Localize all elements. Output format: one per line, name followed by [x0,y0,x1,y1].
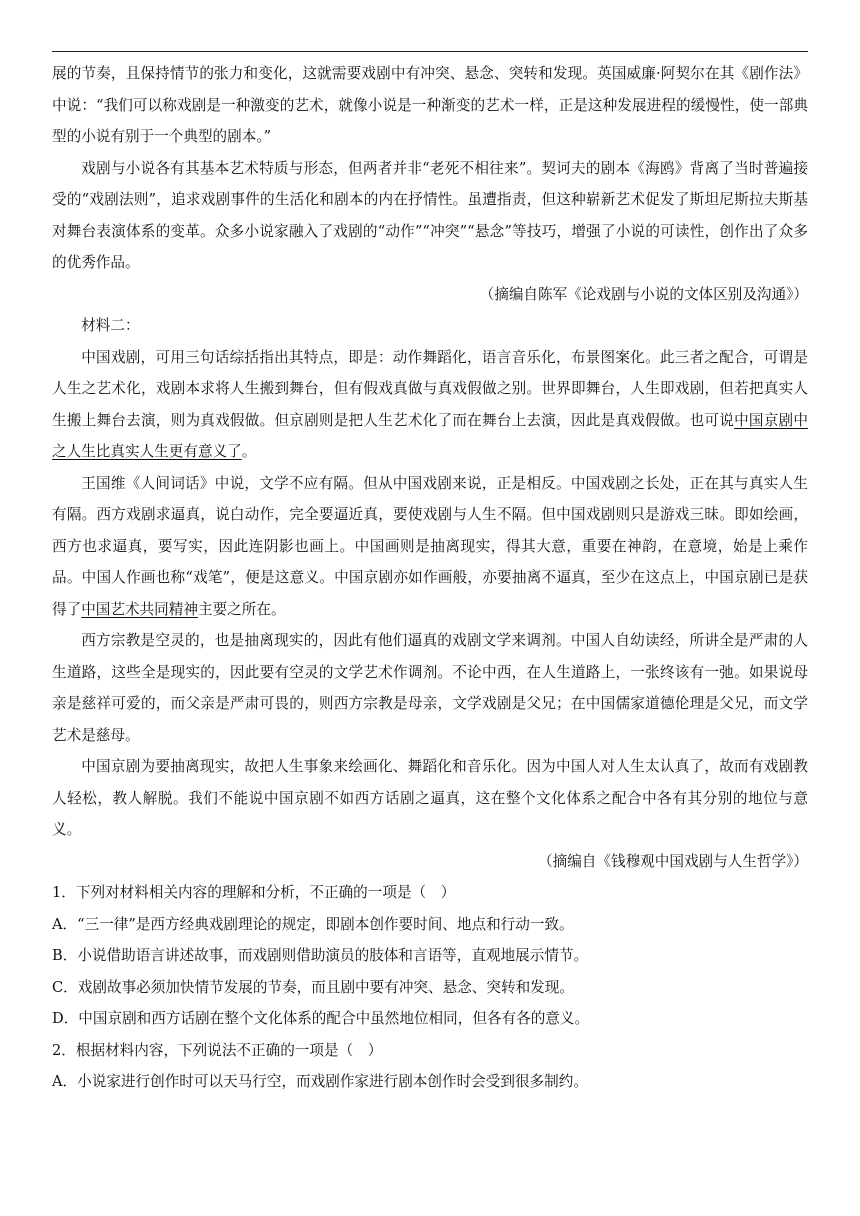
material2-paragraph-1 [52,342,808,468]
material2-paragraph-2 [52,468,808,626]
underlined-phrase-2: 中国艺术共同精神 [81,600,198,618]
material1-paragraph-2: 戏剧与小说各有其基本艺术特质与形态，但两者并非“老死不相往来”。契诃夫的剧本《海鸥》背离了当时普遍接受的“戏剧法则”，追求戏剧事件的生活化和剧本的内在抒情性。虽遭指责，但这种崭新艺术促发了斯坦尼斯拉夫斯基对舞台表演体系的变革。众多小说家融入了戏剧的“动作”“冲突”“悬念”等技巧，增强了小说的可读性，创作出了众多的优秀作品。 [52,159,808,271]
material2-heading: 材料二： [81,317,140,334]
material2-paragraph-4: 中国京剧为要抽离现实，故把人生事象来绘画化、舞蹈化和音乐化。因为中国人对人生太认真了，故而有戏剧教人轻松，教人解脱。我们不能说中国京剧不如西方话剧之逼真，这在整个文化体系之配合中各有其分别的地位与意义。 [52,758,808,838]
material2-paragraph-3: 西方宗教是空灵的，也是抽离现实的，因此有他们逼真的戏剧文学来调剂。中国人自幼读经，所讲全是严肃的人生道路，这些全是现实的，因此要有空灵的文学艺术作调剂。不论中西，在人生道路上，一张终该有一弛。如果说母亲是慈祥可爱的，而父亲是严肃可畏的，则西方宗教是母亲，文学戏剧是父兄；在中国儒家道德伦理是父兄，而文学艺术是慈母。 [52,632,808,744]
material2-p1-text: 中国戏剧，可用三句话综括指出其特点，即是：动作舞蹈化，语言音乐化，布景图案化。此三者之配合，可谓是人生之艺术化，戏剧本求将人生搬到舞台，但有假戏真做与真戏假做之别。世界即舞台，人生即戏剧，但若把真实人生搬上舞台去演，则为真戏假做。但京剧则是把人生艺术化了而在舞台上去演，因此是真戏假做。也可说 [52,348,808,429]
material2-p1-end: 。 [241,443,257,460]
material1-paragraph-continued: 展的节奏，且保持情节的张力和变化，这就需要戏剧中有冲突、悬念、突转和发现。英国威廉·阿契尔在其《剧作法》中说：“我们可以称戏剧是一种激变的艺术，就像小说是一种渐变的艺术一样，正是这种发展进程的缓慢性，使一部典型的小说有别于一个典型的剧本。” [52,65,808,145]
question-2 [52,1035,808,1098]
question-1-option-b: B．小说借助语言讲述故事，而戏剧则借助演员的肢体和言语等，直观地展示情节。 [52,947,589,964]
question-1-option-c: C．戏剧故事必须加快情节发展的节奏，而且剧中要有冲突、悬念、突转和发现。 [52,978,574,996]
question-1 [52,877,808,1035]
question-1-option-d: D．中国京剧和西方话剧在整个文化体系的配合中虽然地位相同，但各有各的意义。 [52,1010,590,1027]
question-2-stem: 2．根据材料内容，下列说法不正确的一项是（ ） [52,1041,383,1059]
reading-passage [52,58,808,1098]
material2-p2-end: 主要之所在。 [197,600,286,618]
underlined-phrase-1: 中国京剧中之人生比真实人生更有意义了 [52,411,808,460]
material2-source: （摘编自《钱穆观中国戏剧与人生哲学》） [538,852,808,870]
header-rule [52,51,808,52]
question-2-option-a: A．小说家进行创作时可以天马行空，而戏剧作家进行剧本创作时会受到很多制约。 [52,1073,588,1090]
material2-p2-text: 王国维《人间词话》中说，文学不应有隔。但从中国戏剧来说，正是相反。中国戏剧之长处，正在其与真实人生有隔。西方戏剧求逼真，说白动作，完全要逼近真，要使戏剧与人生不隔。但中国戏剧则只是游戏三昧。即如绘画，西方也求逼真，要写实，因此连阴影也画上。中国画则是抽离现实，得其大意，重要在神韵，在意境，始是上乘作品。中国人作画也称“戏笔”，便是这意义。中国京剧亦如作画般，亦要抽离不逼真，至少在这点上，中国京剧已是获得了 [52,474,808,618]
question-1-stem: 1．下列对材料相关内容的理解和分析，不正确的一项是（ ） [52,884,456,901]
question-1-option-a: A．“三一律”是西方经典戏剧理论的规定，即剧本创作要时间、地点和行动一致。 [52,915,574,933]
material1-source: （摘编自陈军《论戏剧与小说的文体区别及沟通》） [479,285,808,303]
